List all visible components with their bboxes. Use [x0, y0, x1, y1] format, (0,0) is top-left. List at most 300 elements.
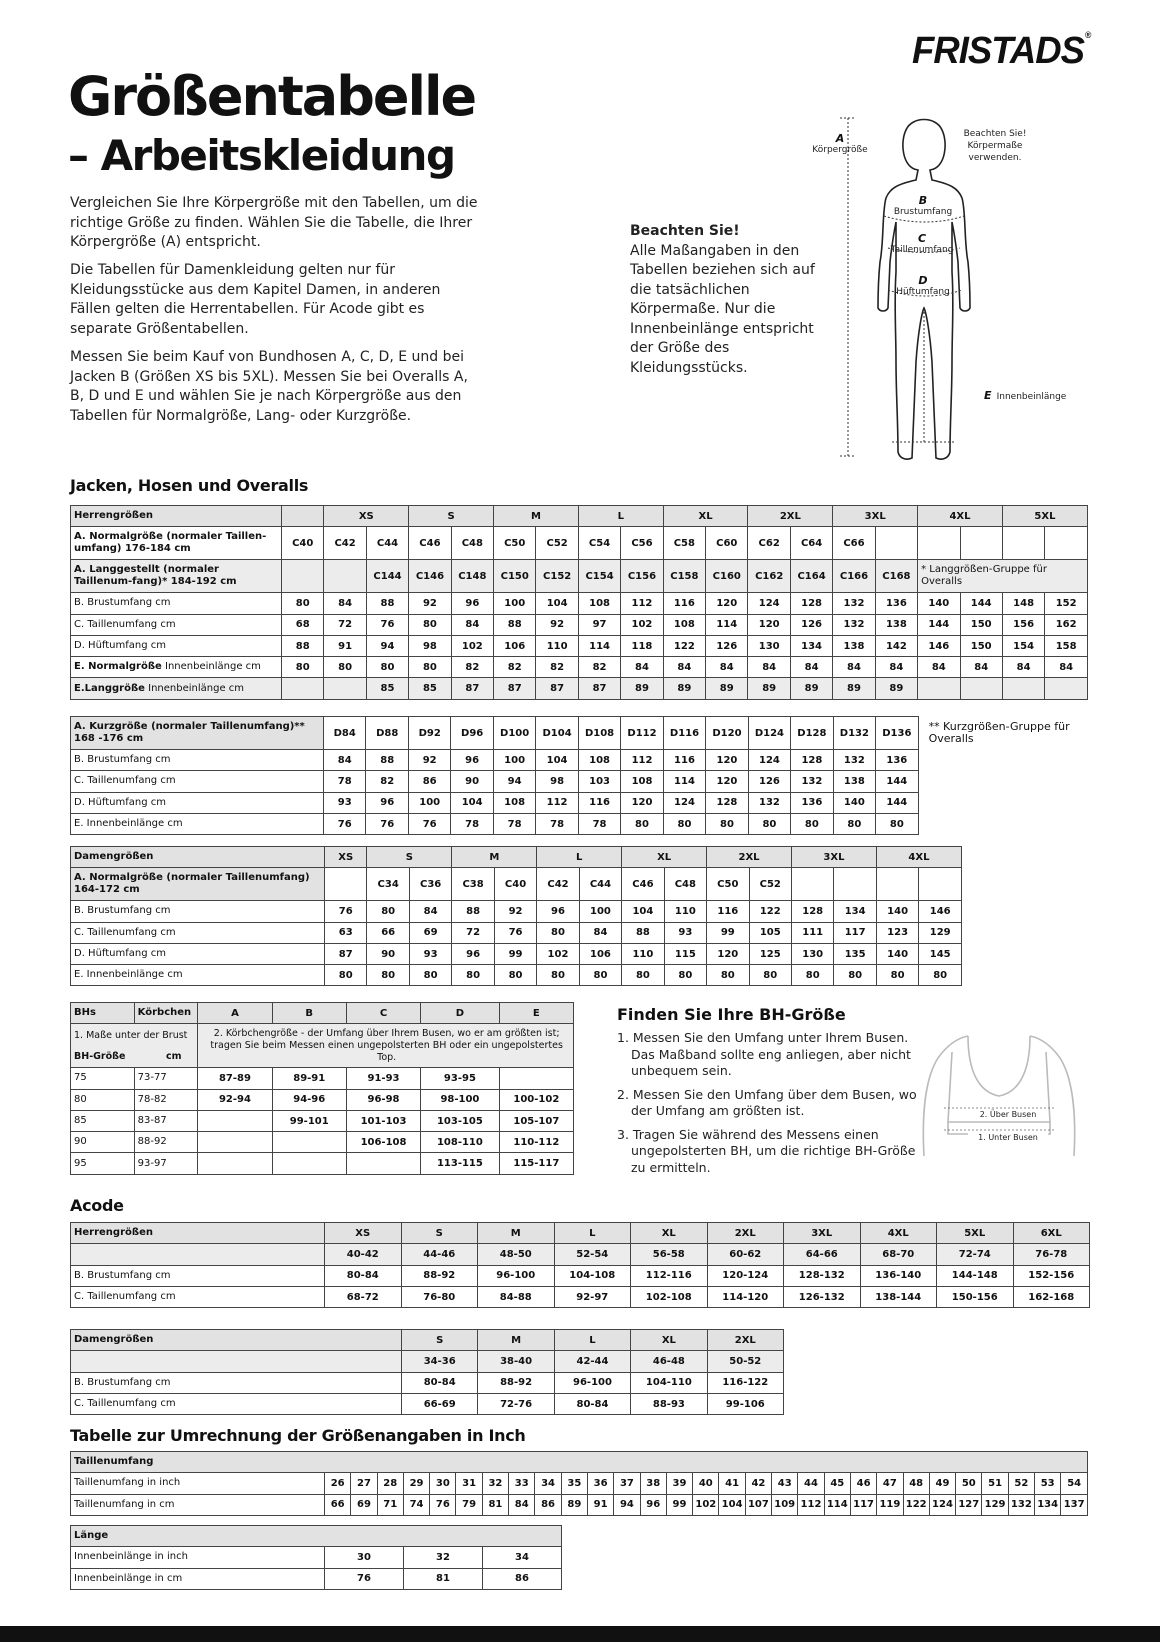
size-value: 145 — [919, 943, 962, 964]
size-value: 114 — [578, 635, 620, 656]
size-value: 39 — [666, 1473, 692, 1494]
size-header: S — [367, 847, 452, 868]
size-value: 126 — [790, 614, 832, 635]
size-value: 30 — [430, 1473, 456, 1494]
intro-paragraph-1: Vergleichen Sie Ihre Körpergröße mit den Tabellen, um die richtige Größe zu finden. Wählen Sie die Tabelle, die Ihrer Körpergröße (A) entspricht. — [70, 195, 478, 250]
cup-value — [198, 1110, 272, 1131]
size-value: 80 — [367, 901, 409, 922]
size-value: 79 — [456, 1494, 482, 1515]
size-value: 80 — [409, 614, 451, 635]
row-label: E. Innenbeinlänge cm — [71, 813, 324, 834]
size-value: 76 — [494, 922, 536, 943]
empty — [918, 813, 1088, 834]
cup-value — [499, 1068, 573, 1089]
size-value: 122 — [663, 635, 705, 656]
size-value: 112 — [621, 750, 663, 771]
size-value: 138-144 — [860, 1286, 937, 1307]
row-label: C. Taillenumfang cm — [71, 1393, 402, 1414]
size-value: C44 — [579, 868, 621, 901]
table-row — [71, 771, 1089, 792]
size-value: 80 — [325, 965, 367, 986]
cup-value: 98-100 — [421, 1089, 500, 1110]
size-range: 50-52 — [707, 1351, 783, 1372]
size-value: 92 — [408, 750, 450, 771]
bh-size: 95 — [71, 1153, 135, 1174]
size-value: 80 — [282, 657, 324, 678]
size-value: C162 — [748, 560, 790, 593]
size-value — [1002, 527, 1044, 560]
size-value: 87 — [578, 678, 620, 699]
size-value: C54 — [578, 527, 620, 560]
bh-cm: 88-92 — [134, 1132, 198, 1153]
size-value: 89 — [833, 678, 875, 699]
size-value: 144 — [876, 792, 918, 813]
size-value: 128 — [706, 792, 748, 813]
size-header: XS — [325, 1223, 402, 1244]
size-value: D112 — [621, 717, 663, 750]
cup-header: A — [198, 1003, 272, 1024]
size-value: 84 — [409, 901, 451, 922]
size-value: 128 — [791, 901, 833, 922]
size-value: 120-124 — [707, 1265, 784, 1286]
size-value: 80 — [494, 965, 536, 986]
size-value: 130 — [748, 635, 790, 656]
notice-heading: Beachten Sie! — [630, 223, 740, 239]
table-row — [71, 1473, 1088, 1494]
size-value: 103 — [578, 771, 620, 792]
size-value: 72 — [324, 614, 366, 635]
size-value: 63 — [325, 922, 367, 943]
size-value: 138 — [833, 771, 875, 792]
size-value: C64 — [790, 527, 832, 560]
size-value: 78 — [451, 813, 493, 834]
size-header: 3XL — [833, 506, 918, 527]
size-value: 114 — [706, 614, 748, 635]
label-a: A Körpergröße — [812, 132, 868, 155]
row-label: Taillenumfang in cm — [71, 1494, 325, 1515]
cup-value: 92-94 — [198, 1089, 272, 1110]
row-label: Innenbeinlänge in cm — [71, 1568, 325, 1589]
header-label: Damengrößen — [71, 847, 325, 868]
size-value: 82 — [494, 657, 536, 678]
size-value: 108 — [578, 750, 620, 771]
size-header: 2XL — [707, 1330, 783, 1351]
row-label: C. Taillenumfang cm — [71, 614, 282, 635]
size-value: 140 — [833, 792, 875, 813]
size-value: 80-84 — [325, 1265, 402, 1286]
table-row — [71, 1089, 574, 1110]
size-value: 137 — [1061, 1494, 1088, 1515]
size-value: 92 — [494, 901, 536, 922]
size-value: 69 — [351, 1494, 377, 1515]
size-value: 136-140 — [860, 1265, 937, 1286]
size-value: C156 — [621, 560, 663, 593]
size-value: 127 — [956, 1494, 982, 1515]
cup-value: 89-91 — [272, 1068, 346, 1089]
size-header: S — [402, 1330, 478, 1351]
size-value: D132 — [833, 717, 875, 750]
size-value: 104-110 — [631, 1372, 707, 1393]
size-value: D84 — [324, 717, 366, 750]
cup-header: B — [272, 1003, 346, 1024]
size-value: C40 — [494, 868, 536, 901]
size-value: C38 — [452, 868, 494, 901]
size-value: C144 — [366, 560, 408, 593]
row-label: D. Hüftumfang cm — [71, 792, 324, 813]
bra-illustration — [918, 1030, 1080, 1160]
size-value: 124 — [748, 593, 790, 614]
size-value: 132 — [791, 771, 833, 792]
size-value: 66-69 — [402, 1393, 478, 1414]
size-value: 84 — [451, 614, 493, 635]
size-value: 84 — [1002, 657, 1044, 678]
size-header: M — [452, 847, 537, 868]
size-header: 4XL — [860, 1223, 937, 1244]
size-value: 128 — [790, 593, 832, 614]
notice-text: Alle Maßangaben in den Tabellen beziehen sich auf die tatsächlichen Körpermaße. Nur die Innenbeinlänge entspricht der Größe des Kleidungsstücks. — [630, 242, 815, 376]
cup-value: 91-93 — [346, 1068, 420, 1089]
size-value: 84 — [748, 657, 790, 678]
size-value: 28 — [377, 1473, 403, 1494]
size-value: 85 — [366, 678, 408, 699]
header-label: Damengrößen — [71, 1330, 402, 1351]
row-label: B. Brustumfang cm — [71, 593, 282, 614]
table-row — [71, 1452, 1088, 1473]
size-value: 120 — [707, 943, 749, 964]
size-value: 80-84 — [402, 1372, 478, 1393]
size-range: 72-74 — [937, 1244, 1014, 1265]
size-header: XL — [622, 847, 707, 868]
size-value — [791, 868, 833, 901]
size-value: 104-108 — [554, 1265, 631, 1286]
size-value: C62 — [748, 527, 790, 560]
size-value: 46 — [850, 1473, 876, 1494]
row-label: D. Hüftumfang cm — [71, 943, 325, 964]
size-value: D108 — [578, 717, 620, 750]
empty — [918, 792, 1088, 813]
size-value: 93 — [409, 943, 451, 964]
size-value: 80 — [834, 965, 876, 986]
size-value: D120 — [706, 717, 748, 750]
size-value: C50 — [494, 527, 536, 560]
size-value: C52 — [536, 527, 578, 560]
size-value: 80 — [409, 965, 451, 986]
size-value: 136 — [791, 792, 833, 813]
size-value: 88-93 — [631, 1393, 707, 1414]
size-value: 158 — [1045, 635, 1088, 656]
header-label: Taillenumfang — [71, 1452, 1088, 1473]
size-value: 36 — [587, 1473, 613, 1494]
size-value: 112 — [621, 593, 663, 614]
page-subtitle: – Arbeitskleidung — [68, 131, 455, 180]
size-value: 68 — [282, 614, 324, 635]
size-header: L — [554, 1330, 630, 1351]
row-label: A. Kurzgröße (normaler Taillenumfang)** 168 -176 cm — [71, 717, 324, 750]
size-value: 123 — [876, 922, 918, 943]
empty — [918, 750, 1088, 771]
size-value: 66 — [325, 1494, 351, 1515]
size-value: 66 — [367, 922, 409, 943]
size-value — [325, 868, 367, 901]
size-value: 84 — [918, 657, 960, 678]
size-value: 80 — [876, 965, 918, 986]
bra-guide-title: Finden Sie Ihre BH-Größe — [617, 1005, 846, 1024]
table-row — [71, 813, 1089, 834]
page-title: Größentabelle — [68, 65, 476, 128]
size-value: 117 — [834, 922, 876, 943]
size-value: 84 — [621, 657, 663, 678]
size-value: 150 — [960, 635, 1002, 656]
size-value: 80 — [833, 813, 875, 834]
size-value: 80 — [791, 813, 833, 834]
size-value: C56 — [621, 527, 663, 560]
size-value: 84 — [324, 750, 366, 771]
table-row — [71, 1393, 784, 1414]
size-value: 50 — [956, 1473, 982, 1494]
size-value: 134 — [1035, 1494, 1061, 1515]
bra-step: 1. Messen Sie den Umfang unter Ihrem Busen. Das Maßband sollte eng anliegen, aber nicht unbequem sein. — [617, 1030, 911, 1078]
table-row — [71, 1494, 1088, 1515]
table-row — [71, 1330, 784, 1351]
size-value: 129 — [919, 922, 962, 943]
size-value: 80 — [876, 813, 918, 834]
acode-herren-table — [70, 1222, 1090, 1308]
acode-damen-table — [70, 1329, 784, 1415]
size-value: 124 — [663, 792, 705, 813]
bh-cm: 73-77 — [134, 1068, 198, 1089]
size-value: 102 — [621, 614, 663, 635]
size-value: 162 — [1045, 614, 1088, 635]
size-value — [960, 527, 1002, 560]
size-value: 78 — [493, 813, 535, 834]
size-value: 87 — [536, 678, 578, 699]
size-value: 140 — [918, 593, 960, 614]
cup-value: 100-102 — [499, 1089, 573, 1110]
size-value: C152 — [536, 560, 578, 593]
size-header: 6XL — [1013, 1223, 1090, 1244]
table-row — [71, 560, 1088, 593]
row-label — [71, 1351, 402, 1372]
size-value: 89 — [706, 678, 748, 699]
size-value: 82 — [451, 657, 493, 678]
size-value: D136 — [876, 717, 918, 750]
size-value: 105 — [749, 922, 791, 943]
size-value: 108 — [621, 771, 663, 792]
size-header: M — [494, 506, 579, 527]
size-value: 88 — [282, 635, 324, 656]
size-value: 88 — [622, 922, 664, 943]
table-row — [71, 1223, 1090, 1244]
table-row — [71, 922, 962, 943]
size-value: 87 — [494, 678, 536, 699]
size-value: 26 — [325, 1473, 351, 1494]
size-value: 80 — [749, 965, 791, 986]
size-value: 80-84 — [554, 1393, 630, 1414]
size-value: 84 — [875, 657, 917, 678]
header-label: Körbchen — [134, 1003, 198, 1024]
size-value — [282, 560, 324, 593]
size-value: 84 — [706, 657, 748, 678]
size-value — [1002, 678, 1044, 699]
row-label: B. Brustumfang cm — [71, 1372, 402, 1393]
size-value: 29 — [403, 1473, 429, 1494]
size-value: 91 — [324, 635, 366, 656]
size-value: 76 — [408, 813, 450, 834]
size-value: D88 — [366, 717, 408, 750]
size-value: 48 — [903, 1473, 929, 1494]
size-header: XS — [324, 506, 409, 527]
size-value: 106 — [579, 943, 621, 964]
size-value: 152 — [1045, 593, 1088, 614]
cup-value: 96-98 — [346, 1089, 420, 1110]
size-value: 134 — [834, 901, 876, 922]
size-value: 94 — [614, 1494, 640, 1515]
size-value: 144 — [960, 593, 1002, 614]
size-value: 91 — [587, 1494, 613, 1515]
row-label: B. Brustumfang cm — [71, 901, 325, 922]
size-value: 92-97 — [554, 1286, 631, 1307]
size-value: 154 — [1002, 635, 1044, 656]
cup-value: 103-105 — [421, 1110, 500, 1131]
size-value: C160 — [706, 560, 748, 593]
size-value: 35 — [561, 1473, 587, 1494]
cup-value: 108-110 — [421, 1132, 500, 1153]
size-value — [282, 678, 324, 699]
table-row — [71, 965, 962, 986]
size-value: 114 — [663, 771, 705, 792]
size-value: 96-100 — [478, 1265, 555, 1286]
size-value: 92 — [536, 614, 578, 635]
size-value: 84 — [324, 593, 366, 614]
size-value: C154 — [578, 560, 620, 593]
table-row — [71, 943, 962, 964]
size-value: 34 — [535, 1473, 561, 1494]
size-header: 2XL — [707, 847, 792, 868]
row-label: A. Normalgröße (normaler Taillen-umfang) 176-184 cm — [71, 527, 282, 560]
size-value: 96 — [452, 943, 494, 964]
size-value: 84 — [833, 657, 875, 678]
size-value: 76 — [366, 614, 408, 635]
bh-size-table — [70, 1002, 574, 1175]
size-value: 114 — [824, 1494, 850, 1515]
size-value: 132 — [833, 593, 875, 614]
size-value: 88 — [366, 593, 408, 614]
size-value: 80 — [663, 813, 705, 834]
size-value: 81 — [404, 1568, 483, 1589]
size-value: 45 — [824, 1473, 850, 1494]
size-value: 37 — [614, 1473, 640, 1494]
size-value — [1045, 527, 1088, 560]
size-value: 96 — [366, 792, 408, 813]
size-value: 76 — [325, 901, 367, 922]
size-value: 93 — [324, 792, 366, 813]
cup-value: 110-112 — [499, 1132, 573, 1153]
size-header: 3XL — [784, 1223, 861, 1244]
size-value: 116 — [663, 593, 705, 614]
header-blank — [282, 506, 324, 527]
size-value: 148 — [1002, 593, 1044, 614]
taille-conversion-table — [70, 1451, 1088, 1516]
cup-value: 115-117 — [499, 1153, 573, 1174]
size-value: 120 — [748, 614, 790, 635]
table-row — [71, 1372, 784, 1393]
body-measurement-figure — [812, 112, 1090, 482]
table-row — [71, 1526, 562, 1547]
size-value: C42 — [324, 527, 366, 560]
size-value: 102 — [451, 635, 493, 656]
size-value: 130 — [791, 943, 833, 964]
sub-description: 2. Körbchengröße - der Umfang über Ihrem Busen, wo er am größten ist; tragen Sie beim Messen einen ungepolsterten BH oder ein ungepolstertes Top. — [198, 1024, 574, 1068]
size-value: 33 — [509, 1473, 535, 1494]
size-value: 104 — [536, 593, 578, 614]
under-bust-label: 1. Unter Busen — [968, 1133, 1048, 1142]
size-value: 68-72 — [325, 1286, 402, 1307]
size-value: 76 — [324, 813, 366, 834]
table-row — [71, 901, 962, 922]
size-value: 85 — [409, 678, 451, 699]
notice-box — [630, 222, 820, 378]
laenge-conversion-table — [70, 1525, 562, 1590]
size-value: 119 — [877, 1494, 903, 1515]
size-value: 108 — [493, 792, 535, 813]
size-value: 47 — [877, 1473, 903, 1494]
size-value: 87 — [451, 678, 493, 699]
size-value: 144 — [918, 614, 960, 635]
size-value: 126 — [748, 771, 790, 792]
section-title-jacken: Jacken, Hosen und Overalls — [70, 476, 309, 495]
cup-value — [272, 1132, 346, 1153]
size-value: 87 — [325, 943, 367, 964]
size-value: 86 — [483, 1568, 562, 1589]
cup-header: D — [421, 1003, 500, 1024]
table-row — [71, 593, 1088, 614]
size-value: 80 — [282, 593, 324, 614]
size-header: M — [478, 1223, 555, 1244]
herren-size-table — [70, 505, 1088, 700]
intro-paragraph-2: Die Tabellen für Damenkleidung gelten nur für Kleidungsstücke aus dem Kapitel Damen, in anderen Fällen gelten die Herrentabellen. Für Acode gibt es separate Größentabellen. — [70, 262, 441, 337]
size-value: 90 — [451, 771, 493, 792]
size-value: 126 — [706, 635, 748, 656]
size-value: 76 — [366, 813, 408, 834]
size-value: 80 — [579, 965, 621, 986]
size-value: 126-132 — [784, 1286, 861, 1307]
size-value: 124 — [748, 750, 790, 771]
size-value: 102 — [537, 943, 579, 964]
size-value: C34 — [367, 868, 409, 901]
size-value: 80 — [452, 965, 494, 986]
size-value: D96 — [451, 717, 493, 750]
size-value: 43 — [772, 1473, 798, 1494]
size-value: 152-156 — [1013, 1265, 1090, 1286]
size-value: 31 — [456, 1473, 482, 1494]
size-value: 132 — [1008, 1494, 1034, 1515]
size-value: 117 — [850, 1494, 876, 1515]
size-value: 89 — [748, 678, 790, 699]
header-label: Herrengrößen — [71, 506, 282, 527]
size-value: 109 — [772, 1494, 798, 1515]
table-row — [71, 847, 962, 868]
size-value: 140 — [876, 901, 918, 922]
size-range: 56-58 — [631, 1244, 708, 1265]
label-b: B Brustumfang — [893, 194, 953, 217]
size-header: 4XL — [918, 506, 1003, 527]
size-header: 5XL — [1002, 506, 1087, 527]
size-value — [960, 678, 1002, 699]
table-row — [71, 1153, 574, 1174]
size-header: S — [401, 1223, 478, 1244]
size-value: C42 — [537, 868, 579, 901]
size-value: 122 — [903, 1494, 929, 1515]
